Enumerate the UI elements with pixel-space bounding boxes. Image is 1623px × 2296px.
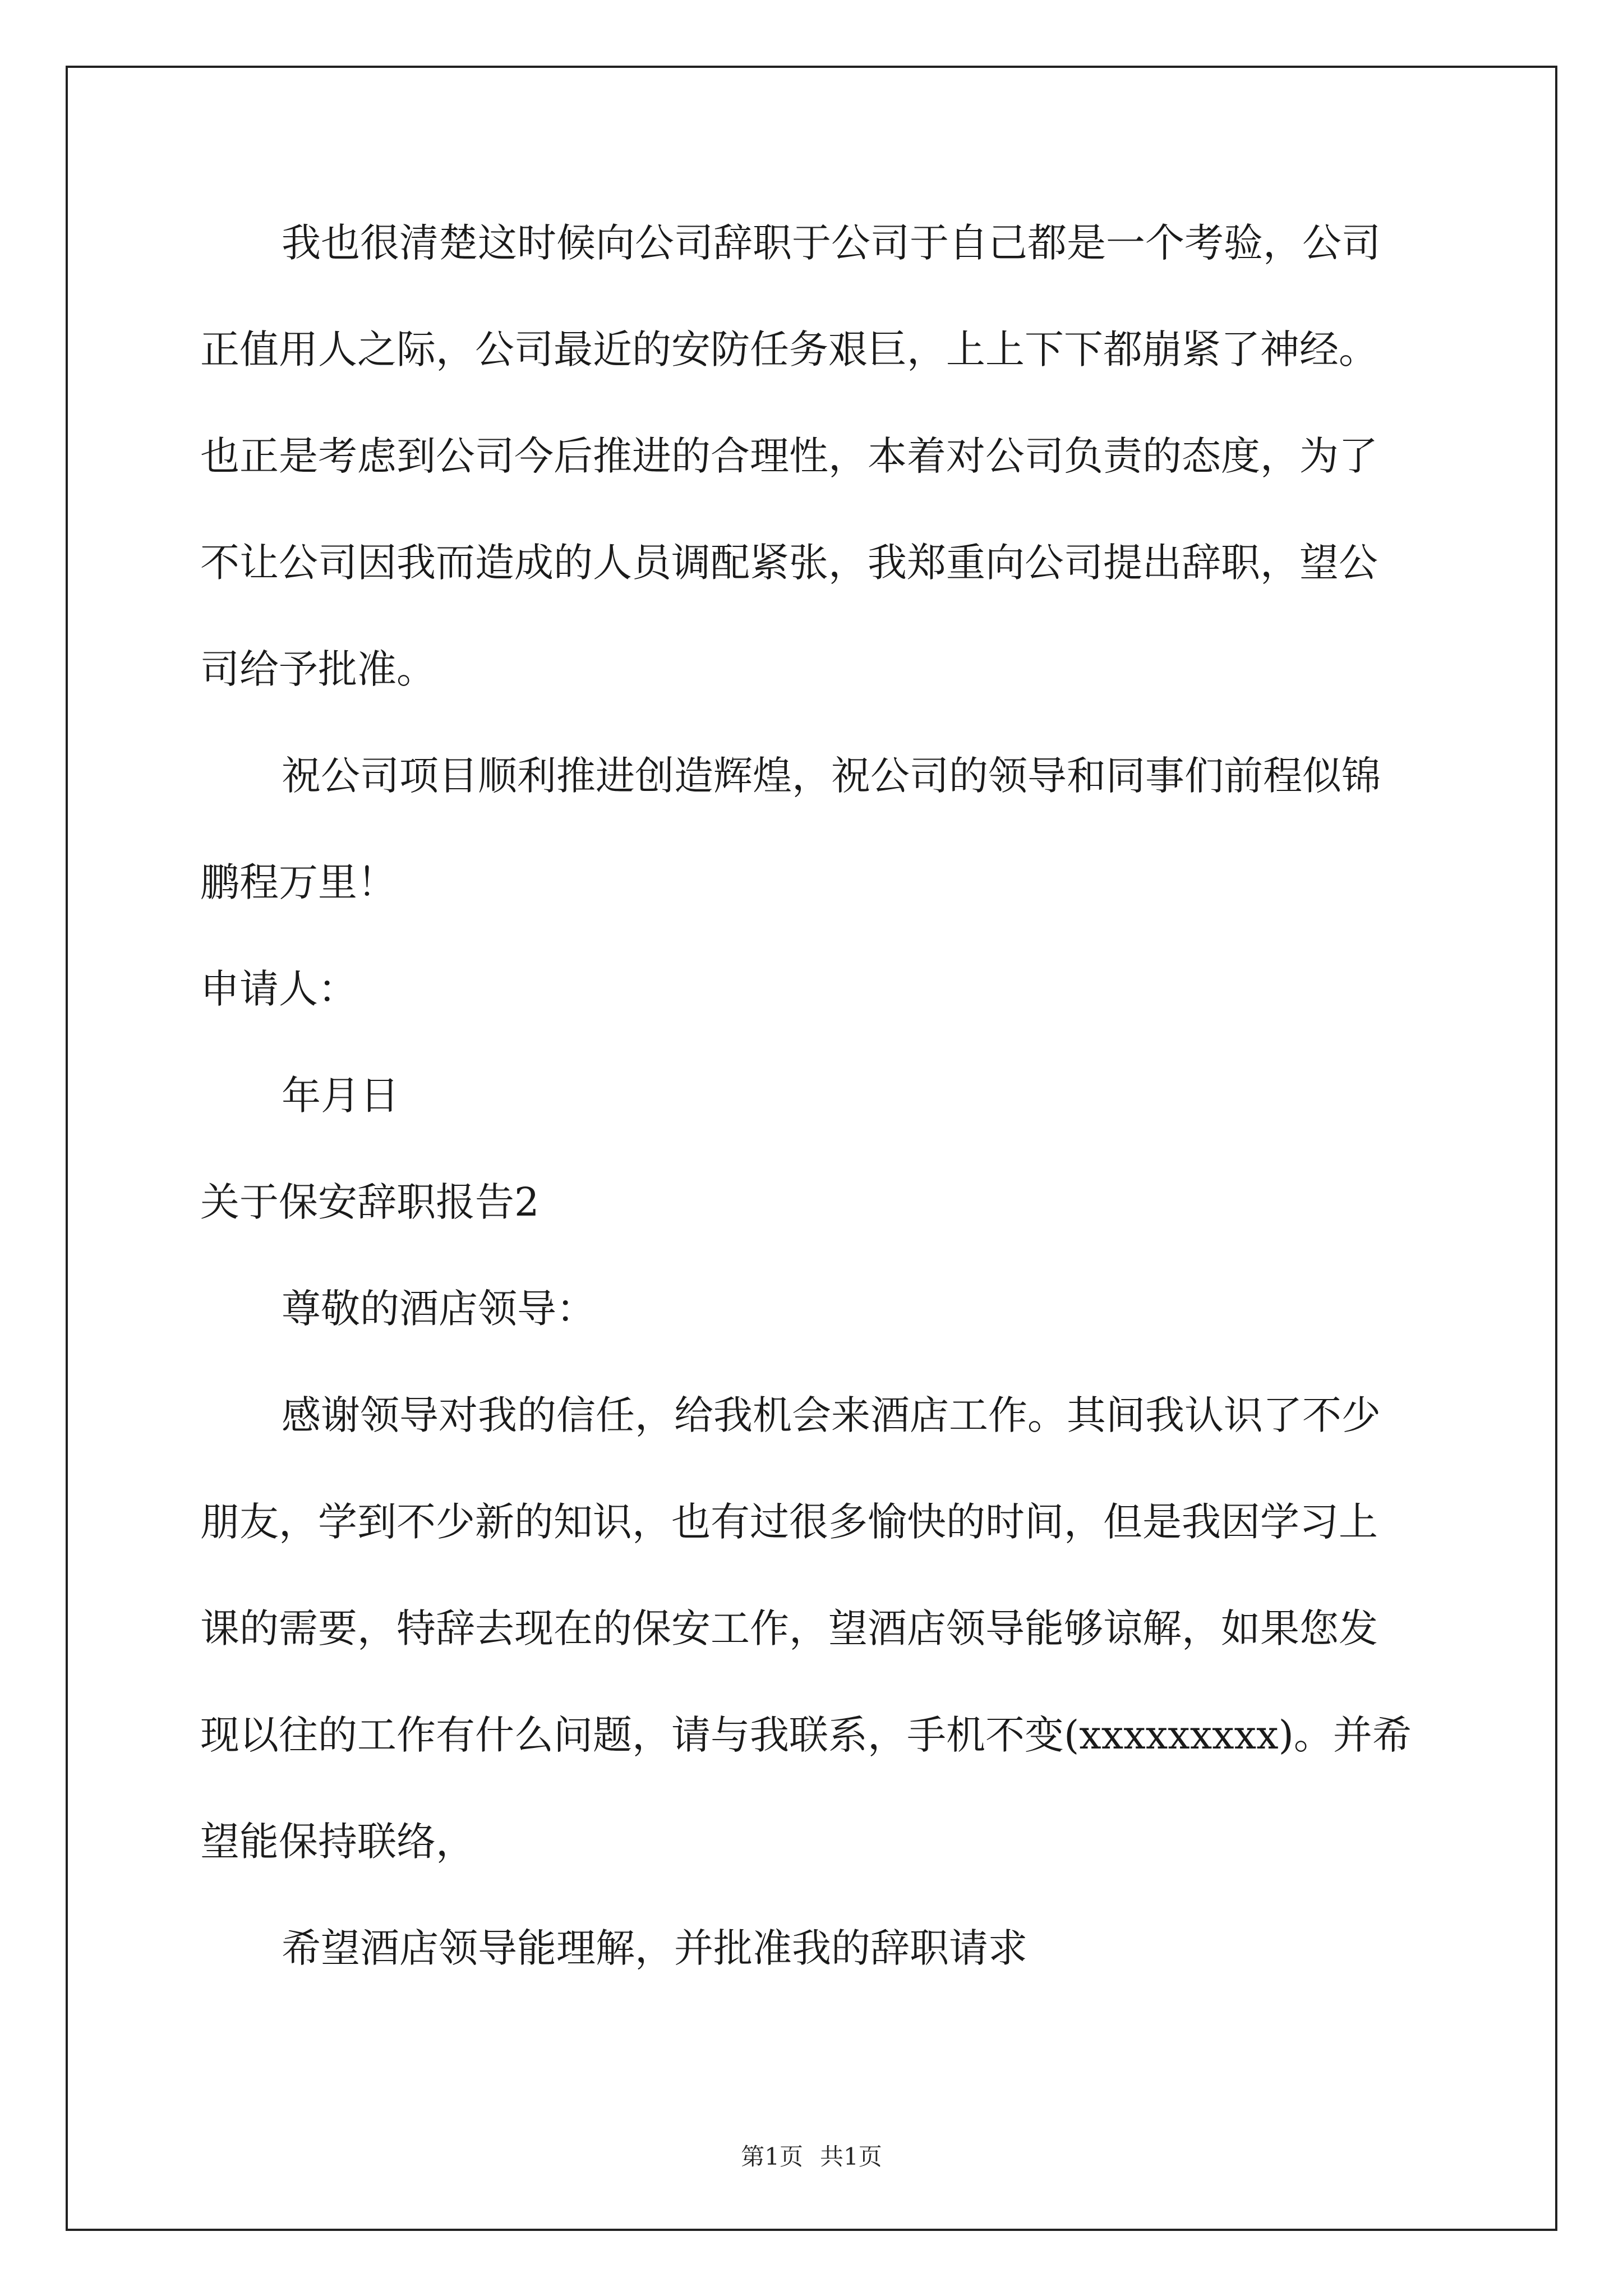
paragraph-line: 感谢领导对我的信任，给我机会来酒店工作。其间我认识了不少 xyxy=(282,1392,1381,1438)
date-line: 年月日 xyxy=(282,1073,399,1119)
paragraph-line: 祝公司项目顺利推进创造辉煌，祝公司的领导和同事们前程似锦 xyxy=(282,753,1381,799)
paragraph-line: 我也很清楚这时候向公司辞职于公司于自己都是一个考验，公司 xyxy=(282,220,1381,266)
page-number: 第1页 xyxy=(741,2143,803,2170)
paragraph-line: 朋友，学到不少新的知识，也有过很多愉快的时间，但是我因学习上 xyxy=(200,1499,1378,1545)
page-border xyxy=(66,66,1557,2231)
page-footer xyxy=(0,2140,1623,2174)
paragraph-line: 课的需要，特辞去现在的保安工作，望酒店领导能够谅解，如果您发 xyxy=(200,1605,1378,1651)
paragraph-line: 正值用人之际，公司最近的安防任务艰巨，上上下下都崩紧了神经。 xyxy=(200,326,1378,372)
paragraph-line: 不让公司因我而造成的人员调配紧张，我郑重向公司提出辞职，望公 xyxy=(200,540,1378,586)
paragraph-line: 望能保持联络， xyxy=(200,1819,475,1865)
paragraph-line: 司给予批准。 xyxy=(200,646,436,692)
paragraph-line: 现以往的工作有什么问题，请与我联系，手机不变(xxxxxxxxx)。并希 xyxy=(200,1712,1412,1758)
applicant-label: 申请人： xyxy=(200,966,357,1012)
section-title: 关于保安辞职报告2 xyxy=(200,1179,540,1225)
paragraph-line: 希望酒店领导能理解，并批准我的辞职请求 xyxy=(282,1925,1027,1971)
paragraph-line: 也正是考虑到公司今后推进的合理性，本着对公司负责的态度，为了 xyxy=(200,433,1378,479)
page-total: 共1页 xyxy=(820,2143,882,2170)
salutation: 尊敬的酒店领导： xyxy=(282,1286,596,1332)
paragraph-line: 鹏程万里！ xyxy=(200,859,396,905)
